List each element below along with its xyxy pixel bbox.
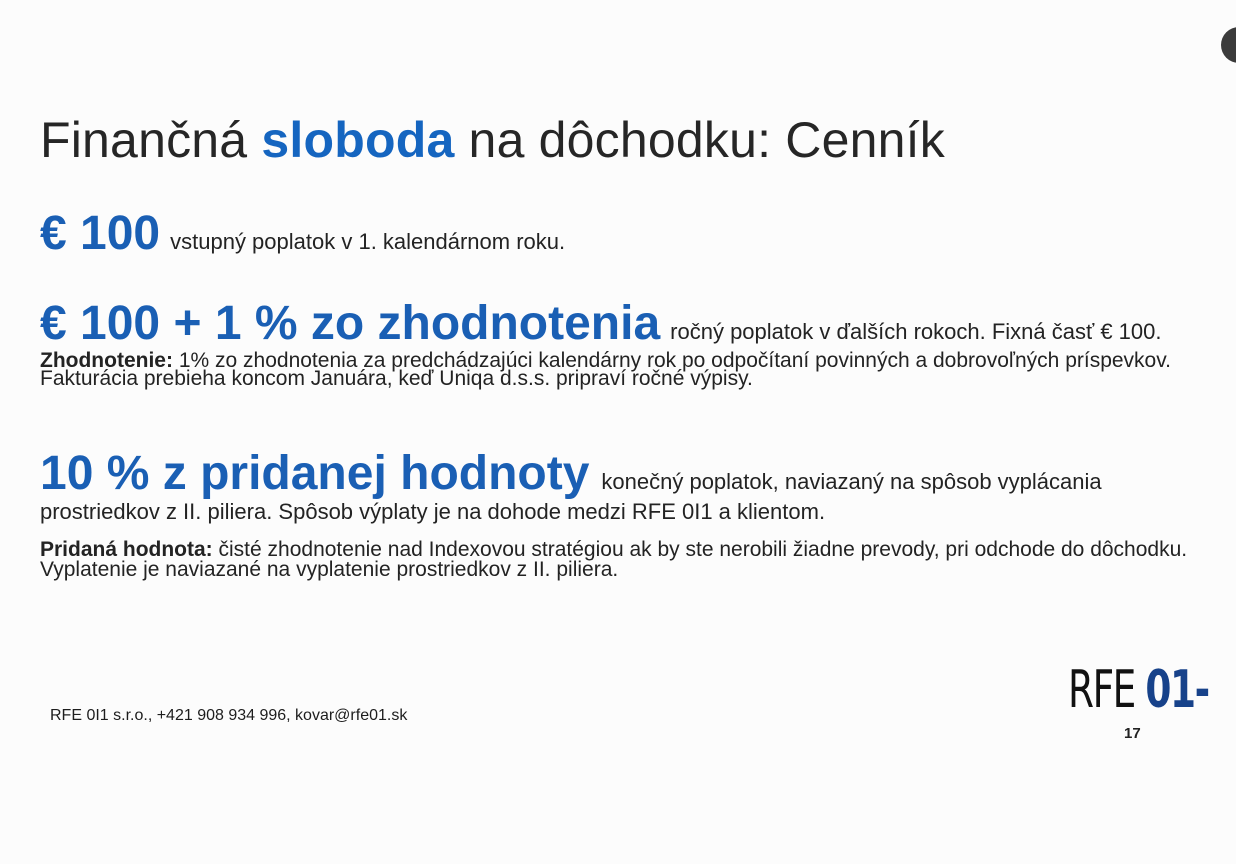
price-description: vstupný poplatok v 1. kalendárnom roku.	[170, 229, 566, 254]
corner-dot-icon	[1221, 27, 1236, 63]
title-accent: sloboda	[261, 112, 455, 168]
logo-text-dark: RFE	[1068, 660, 1146, 720]
price-value: € 100 + 1 % zo zhodnotenia	[40, 297, 661, 350]
title-part-2: na dôchodku: Cenník	[454, 112, 945, 168]
title-part-1: Finančná	[40, 112, 262, 168]
detail-text: 1% zo zhodnotenia za predchádzajúci kalendárny rok po odpočítaní povinných a dobrovoľných príspevkov. Fakturácia prebieha koncom Januára, keď Uniqa d.s.s. pripraví ročné výpisy.	[40, 349, 1172, 390]
price-description: konečný poplatok, naviazaný na spôsob vyplácania prostriedkov z II. piliera. Spôsob výplaty je na dohode medzi RFE 0I1 a klientom.	[40, 469, 1102, 524]
note-text: čisté zhodnotenie nad Indexovou stratégiou ak by ste nerobili žiadne prevody, pri odchode do dôchodku. Vyplatenie je naviazané na vyplatenie prostriedkov z II. piliera.	[40, 538, 1188, 581]
price-description: ročný poplatok v ďalších rokoch. Fixná časť € 100.	[670, 319, 1162, 344]
price-item-annual-fee	[40, 296, 1190, 388]
note-label: Pridaná hodnota:	[40, 538, 213, 561]
detail-label: Zhodnotenie:	[40, 349, 173, 372]
added-value-note	[40, 540, 1190, 580]
price-item-entry-fee	[40, 204, 1190, 264]
rfe-logo	[1068, 660, 1236, 720]
price-item-final-fee	[40, 446, 1190, 522]
logo-text-blue: 01-	[1145, 660, 1209, 720]
footer-contact: RFE 0I1 s.r.o., +421 908 934 996, kovar@rfe01.sk	[50, 707, 408, 724]
price-value: 10 % z pridanej hodnoty	[40, 447, 590, 500]
page-number: 17	[1124, 725, 1141, 742]
price-value: € 100	[40, 207, 161, 260]
slide-title	[40, 110, 945, 170]
